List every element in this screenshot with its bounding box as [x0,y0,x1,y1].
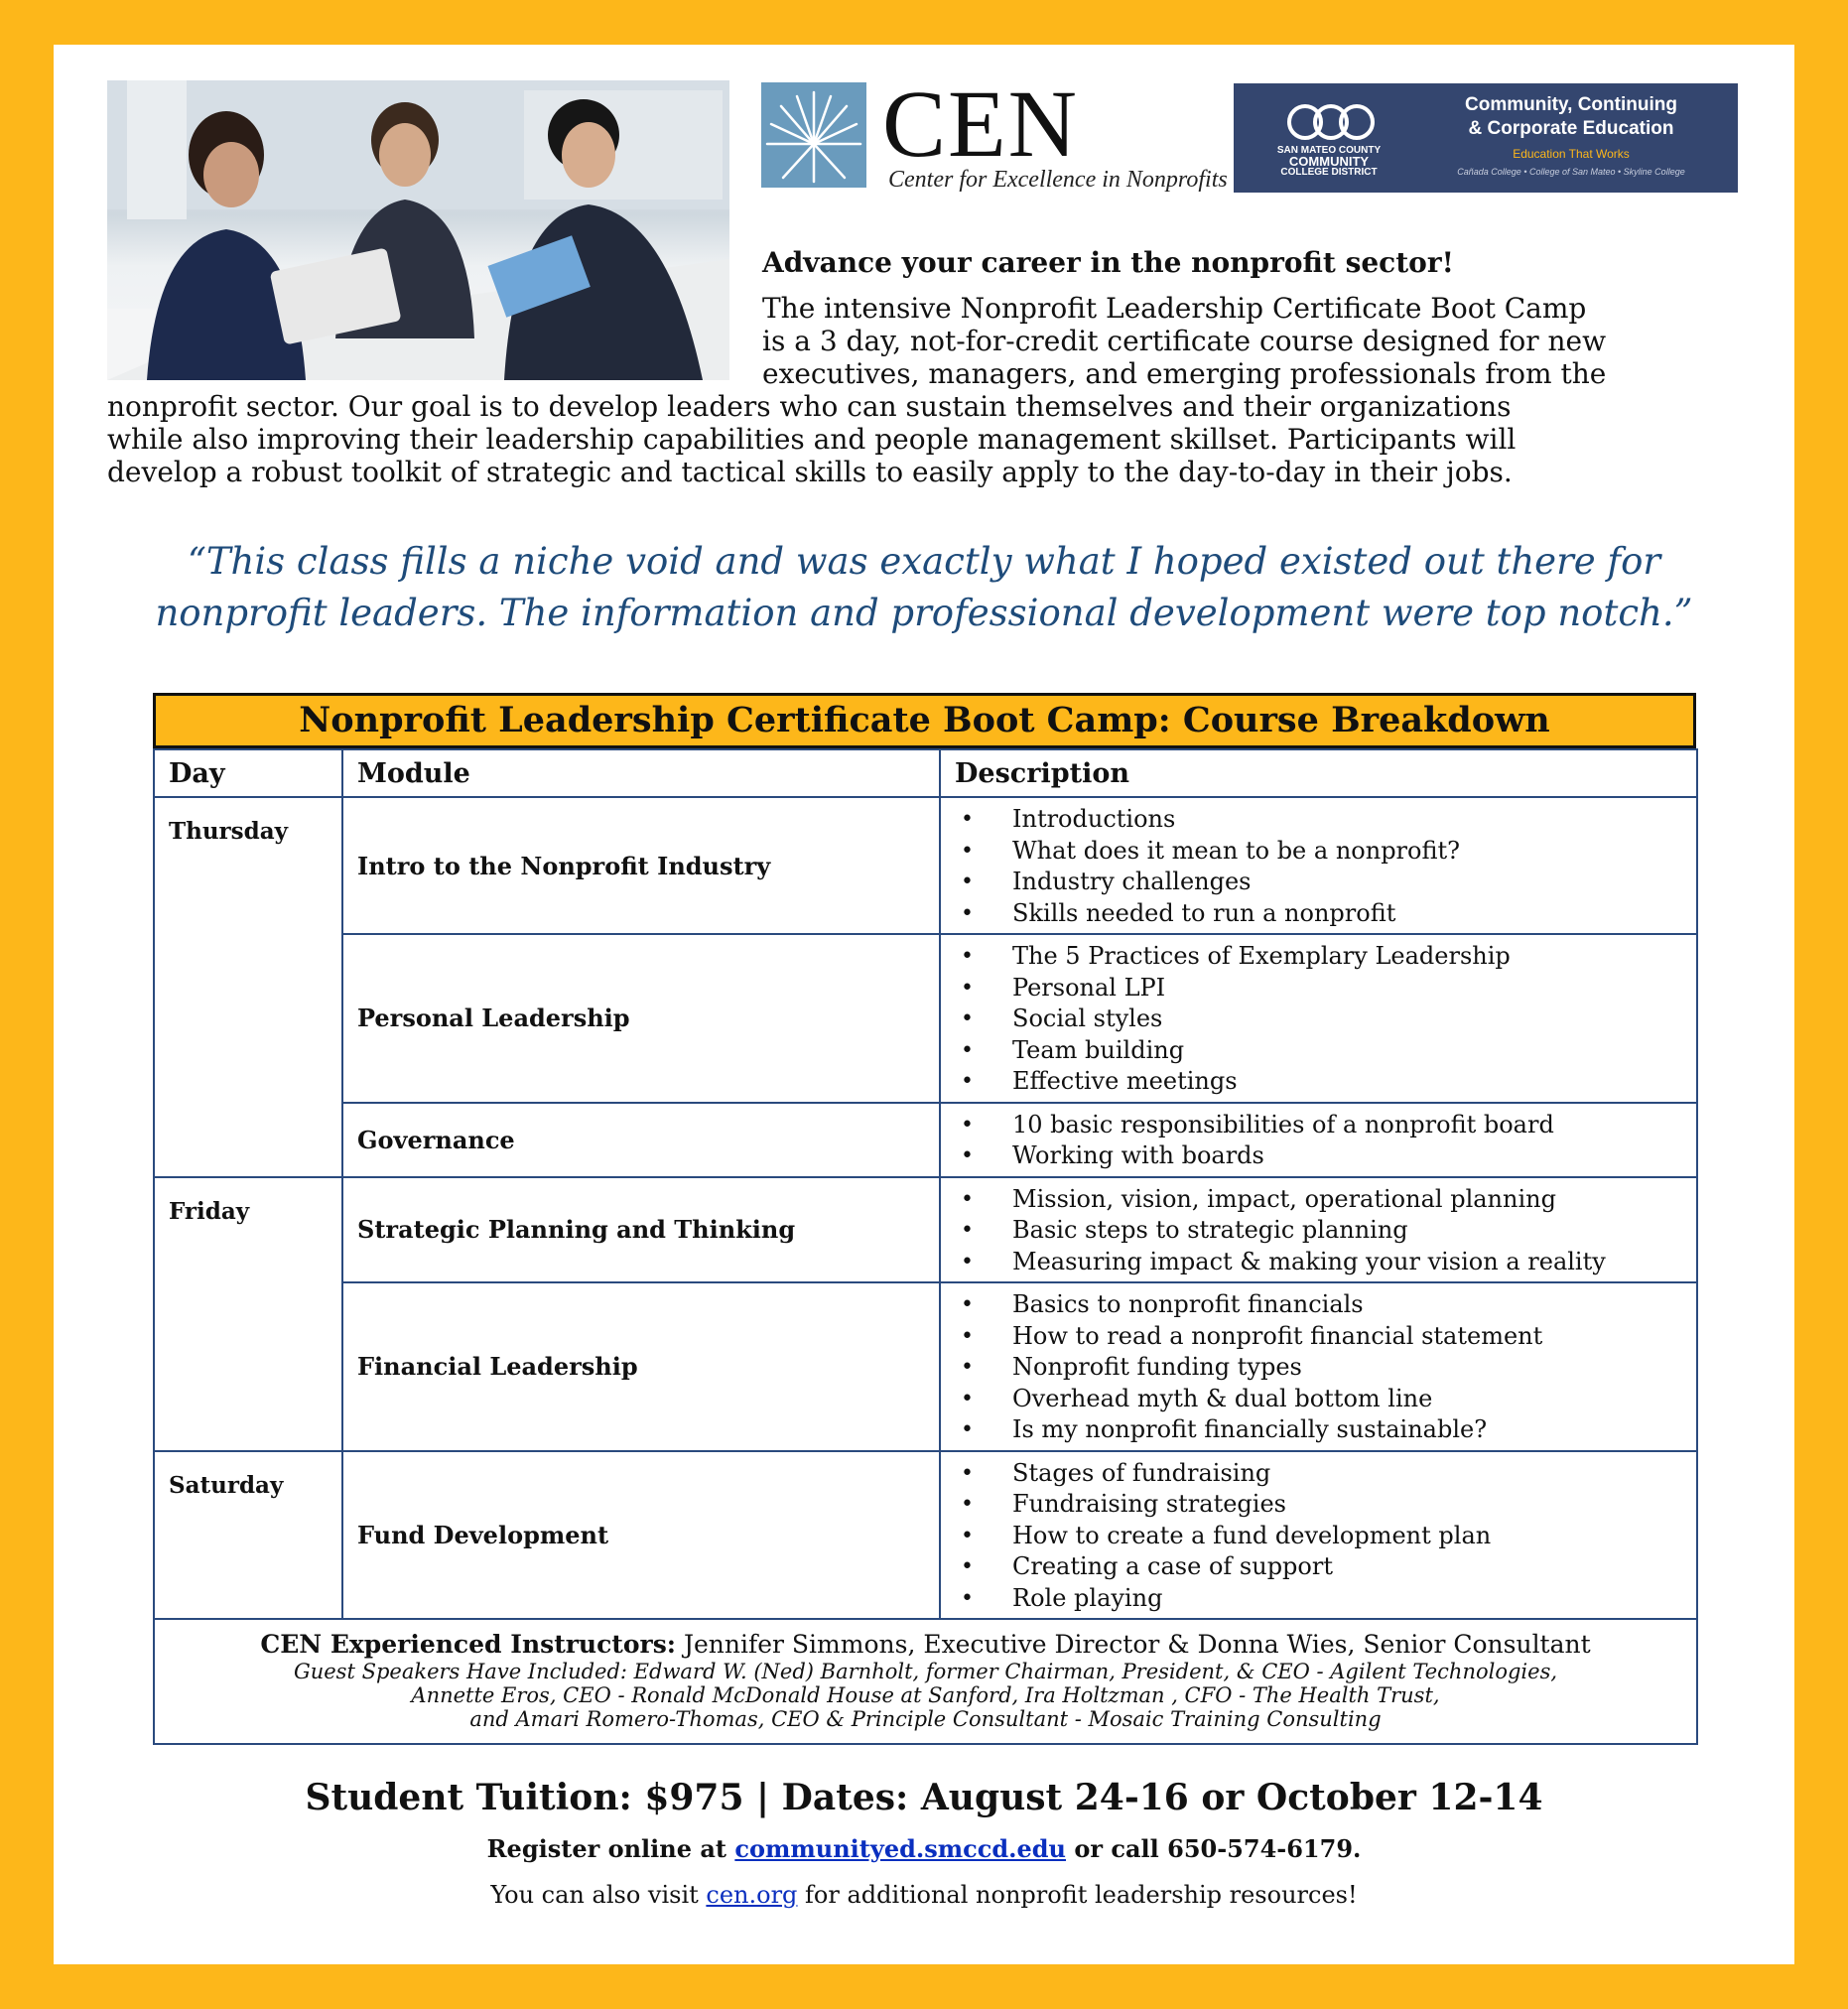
list-item: • Team building [941,1035,1696,1067]
day-thursday: Thursday [154,797,342,1177]
smccd-motto: Education That Works [1513,147,1630,161]
course-table [153,748,1698,1745]
header-description: Description [940,749,1697,797]
table-row [154,1282,1697,1451]
list-item: • The 5 Practices of Exemplary Leadership [941,941,1696,973]
module-name: Fund Development [342,1451,940,1620]
module-name: Personal Leadership [342,934,940,1103]
module-description [940,1282,1697,1451]
module-name: Governance [342,1103,940,1177]
course-breakdown [153,693,1696,1745]
testimonial-quote: “This class fills a niche void and was exactly what I hoped existed out there for nonprofit leaders. The information and professional development were top notch.” [155,540,1693,634]
table-row [154,1103,1697,1177]
smccd-colleges: Cañada College • College of San Mateo • Skyline College [1457,167,1685,177]
list-item: • What does it mean to be a nonprofit? [941,836,1696,868]
flyer-page [54,45,1794,1964]
table-title: Nonprofit Leadership Certificate Boot Camp: Course Breakdown [153,693,1696,748]
day-saturday: Saturday [154,1451,342,1620]
instructors-row [154,1619,1697,1744]
list-item: • Basic steps to strategic planning [941,1215,1696,1247]
header-day: Day [154,749,342,797]
rings-icon [1281,101,1381,143]
headline: Advance your career in the nonprofit sector! [762,246,1454,279]
module-description [940,1103,1697,1177]
list-item: • Stages of fundraising [941,1458,1696,1490]
day-friday: Friday [154,1177,342,1451]
list-item: • Introductions [941,804,1696,836]
guest-speakers-line: Guest Speakers Have Included: Edward W. (Ned) Barnholt, former Chairman, President, & CEO - Agilent Technologies, [293,1660,1558,1683]
list-item: • Mission, vision, impact, operational planning [941,1184,1696,1216]
smccd-title: Community, Continuing & Corporate Education [1465,94,1677,139]
instructors-label: CEN Experienced Instructors: [260,1630,677,1659]
list-item: • 10 basic responsibilities of a nonprofit board [941,1110,1696,1141]
list-item: • Social styles [941,1004,1696,1035]
list-item: • Overhead myth & dual bottom line [941,1384,1696,1415]
list-item: • Effective meetings [941,1066,1696,1098]
visit-line: You can also visit cen.org for additional nonprofit leadership resources! [490,1881,1358,1909]
list-item: • Role playing [941,1583,1696,1615]
list-item: • Working with boards [941,1140,1696,1172]
table-row [154,1451,1697,1620]
district-name: SAN MATEO COUNTY COMMUNITY COLLEGE DISTRICT [1276,145,1382,178]
cen-wordmark: CEN [882,70,1079,177]
cen-link[interactable]: cen.org [706,1881,798,1909]
module-name: Intro to the Nonprofit Industry [342,797,940,934]
table-row [154,934,1697,1103]
list-item: • Fundraising strategies [941,1489,1696,1521]
module-description [940,797,1697,934]
register-link[interactable]: communityed.smccd.edu [734,1834,1066,1863]
list-item: • Industry challenges [941,867,1696,898]
guest-speakers-line: and Amari Romero-Thomas, CEO & Principle Consultant - Mosaic Training Consulting [469,1707,1382,1731]
module-name: Strategic Planning and Thinking [342,1177,940,1283]
list-item: • How to read a nonprofit financial statement [941,1321,1696,1353]
guest-speakers-line: Annette Eros, CEO - Ronald McDonald House at Sanford, Ira Holtzman , CFO - The Health Trust, [411,1683,1440,1707]
list-item: • Creating a case of support [941,1551,1696,1583]
module-description [940,1451,1697,1620]
smccd-logo [1234,83,1738,193]
list-item: • Personal LPI [941,973,1696,1004]
list-item: • Measuring impact & making your vision a reality [941,1247,1696,1278]
list-item: • Nonprofit funding types [941,1352,1696,1384]
cen-logo [761,70,1257,193]
module-name: Financial Leadership [342,1282,940,1451]
starburst-icon [761,82,866,188]
tuition-dates: Student Tuition: $975 | Dates: August 24-16 or October 12-14 [305,1777,1543,1818]
register-line: Register online at communityed.smccd.edu or call 650-574-6179. [486,1834,1362,1863]
instructors-names: Jennifer Simmons, Executive Director & Donna Wies, Senior Consultant [676,1630,1591,1659]
table-row [154,797,1697,934]
list-item: • How to create a fund development plan [941,1521,1696,1552]
header-module: Module [342,749,940,797]
list-item: • Skills needed to run a nonprofit [941,898,1696,930]
list-item: • Is my nonprofit financially sustainable? [941,1414,1696,1446]
instructors-cell [154,1619,1697,1744]
intro-paragraph: The intensive Nonprofit Leadership Certificate Boot Camp is a 3 day, not-for-credit certificate course designed for new executives, managers, and emerging professionals from the nonprofit sector. Our goal is to develop leaders who can sustain themselves and their organizations while also improving their leadership capabilities and people management skillset. Participants will develop a robust toolkit of strategic and tactical skills to easily apply to the day-to-day in their jobs. [107,292,1607,488]
module-description [940,934,1697,1103]
table-row [154,1177,1697,1283]
list-item: • Basics to nonprofit financials [941,1289,1696,1321]
module-description [940,1177,1697,1283]
cen-tagline: Center for Excellence in Nonprofits [888,167,1228,193]
table-header-row [154,749,1697,797]
